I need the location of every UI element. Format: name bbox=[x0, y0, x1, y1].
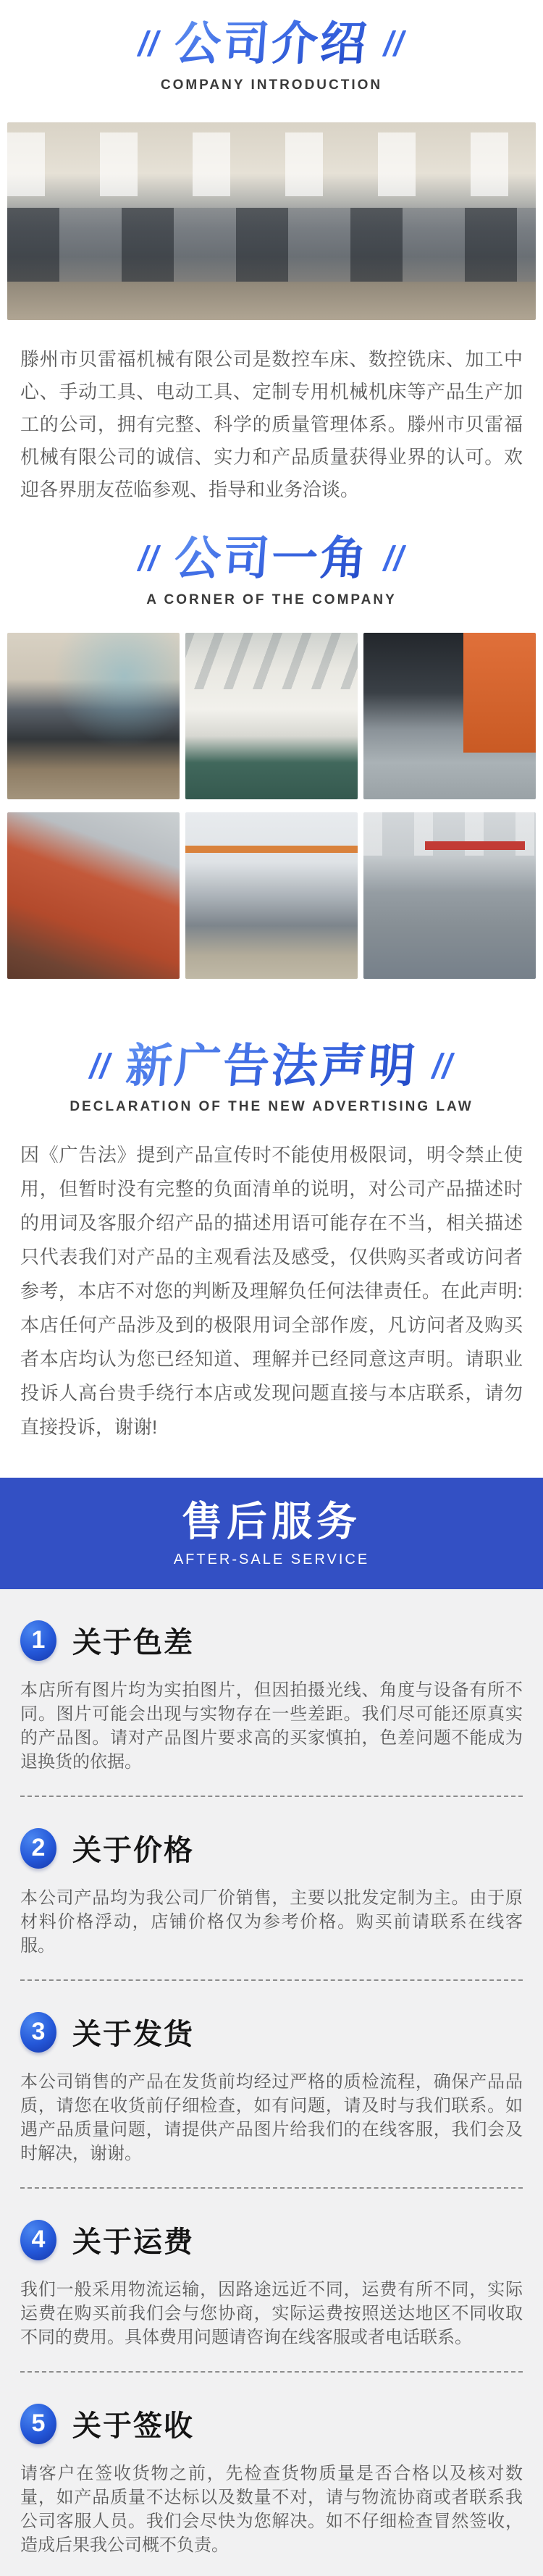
company-intro-subtitle: COMPANY INTRODUCTION bbox=[160, 77, 383, 93]
service-number-badge: 1 bbox=[20, 1620, 56, 1661]
company-corner-gallery bbox=[7, 633, 536, 979]
service-item-price bbox=[0, 1797, 543, 1981]
left-slashes-icon bbox=[93, 1053, 107, 1079]
after-sale-title: 售后服务 bbox=[182, 1499, 361, 1545]
service-item-text: 本公司销售的产品在发货前均经过严格的质检流程，确保产品品质，请您在收货前仔细检查，如有问题，请及时与我们联系。如遇产品质量问题，请提供产品图片给我们的在线客服，我们会及时解决，谢谢。 bbox=[20, 2072, 523, 2164]
company-corner-title: 公司一角 bbox=[172, 531, 370, 586]
gallery-photo-band-saw bbox=[7, 633, 180, 799]
after-sale-body bbox=[0, 1589, 543, 2576]
gallery-photo-red-casting bbox=[7, 812, 180, 979]
company-intro-title: 公司介绍 bbox=[172, 16, 370, 72]
gallery-photo-orange-gantry bbox=[363, 633, 536, 799]
after-sale-section bbox=[0, 1478, 543, 2576]
company-intro-paragraph: 滕州市贝雷福机械有限公司是数控车床、数控铣床、加工中心、手动工具、电动工具、定制专用机械机床等产品生产加工的公司，拥有完整、科学的质量管理体系。滕州市贝雷福机械有限公司的诚信、实力和产品质量获得业界的认可。欢迎各界朋友莅临参观、指导和业务洽谈。 bbox=[20, 348, 523, 500]
right-slashes-icon bbox=[436, 1053, 450, 1079]
service-number-badge: 3 bbox=[20, 2012, 56, 2053]
service-item-sign-off bbox=[0, 2373, 543, 2557]
right-slashes-icon bbox=[387, 30, 401, 56]
right-slashes-icon bbox=[387, 545, 401, 571]
company-corner-section bbox=[0, 531, 543, 979]
service-item-title: 关于签收 bbox=[72, 2410, 194, 2443]
after-sale-subtitle: AFTER-SALE SERVICE bbox=[173, 1551, 370, 1567]
service-item-text: 本店所有图片均为实拍图片，但因拍摄光线、角度与设备有所不同。图片可能会出现与实物存在一些差距。我们尽可能还原真实的产品图。请对产品图片要求高的买家慎拍，色差问题不能成为退换货的依据。 bbox=[20, 1680, 523, 1772]
gallery-photo-lathe-workshop bbox=[185, 812, 358, 979]
ad-law-paragraph: 因《广告法》提到产品宣传时不能使用极限词，明令禁止使用，但暂时没有完整的负面清单的说明，对公司产品描述时的用词及客服介绍产品的描述用语可能存在不当，相关描述只代表我们对产品的主观看法及感受，仅供购买者或访问者参考，本店不对您的判断及理解负任何法律责任。在此声明:本店任何产品涉及到的极限用词全部作废，凡访问者及购买者本店均认为您已经知道、理解并已经同意这声明。请职业投诉人高台贵手绕行本店或发现问题直接与本店联系，请勿直接投诉，谢谢! bbox=[20, 1144, 523, 1439]
gallery-photo-machining-centers bbox=[185, 633, 358, 799]
left-slashes-icon bbox=[142, 30, 156, 56]
service-item-title: 关于发货 bbox=[72, 2019, 194, 2051]
service-number-badge: 4 bbox=[20, 2220, 56, 2260]
ad-law-subtitle: DECLARATION OF THE NEW ADVERTISING LAW bbox=[70, 1099, 473, 1115]
factory-overview-photo bbox=[7, 122, 536, 320]
service-item-title: 关于运费 bbox=[72, 2226, 194, 2259]
service-item-title: 关于价格 bbox=[72, 1835, 194, 1867]
service-number-badge: 2 bbox=[20, 1828, 56, 1869]
service-item-color-difference bbox=[0, 1589, 543, 1797]
company-intro-header bbox=[0, 16, 543, 72]
ad-law-section bbox=[0, 1038, 543, 1445]
service-item-text: 我们一般采用物流运输，因路途远近不同，运费有所不同，实际运费在购买前我们会与您协商，实际运费按照送达地区不同收取不同的费用。具体费用问题请咨询在线客服或者电话联系。 bbox=[20, 2280, 523, 2348]
service-item-text: 请客户在签收货物之前，先检查货物质量是否合格以及核对数量，如产品质量不达标以及数量不对，请与物流协商或者联系我公司客服人员。我们会尽快为您解决。如不仔细检查冒然签收，造成后果我公司概不负责。 bbox=[20, 2464, 523, 2556]
service-item-text: 本公司产品均为我公司厂价销售，主要以批发定制为主。由于原材料价格浮动，店铺价格仅为参考价格。购买前请联系在线客服。 bbox=[20, 1888, 523, 1956]
service-item-freight bbox=[0, 2189, 543, 2373]
company-corner-header bbox=[0, 531, 543, 586]
service-number-badge: 5 bbox=[20, 2404, 56, 2444]
company-intro-section bbox=[0, 16, 543, 506]
service-item-shipping bbox=[0, 1981, 543, 2189]
ad-law-header bbox=[0, 1038, 543, 1094]
gallery-photo-castings-workshop bbox=[363, 812, 536, 979]
after-sale-banner bbox=[0, 1478, 543, 1589]
company-corner-subtitle: A CORNER OF THE COMPANY bbox=[146, 592, 397, 607]
ad-law-title: 新广告法声明 bbox=[124, 1038, 418, 1094]
left-slashes-icon bbox=[142, 545, 156, 571]
service-item-title: 关于色差 bbox=[72, 1627, 194, 1659]
